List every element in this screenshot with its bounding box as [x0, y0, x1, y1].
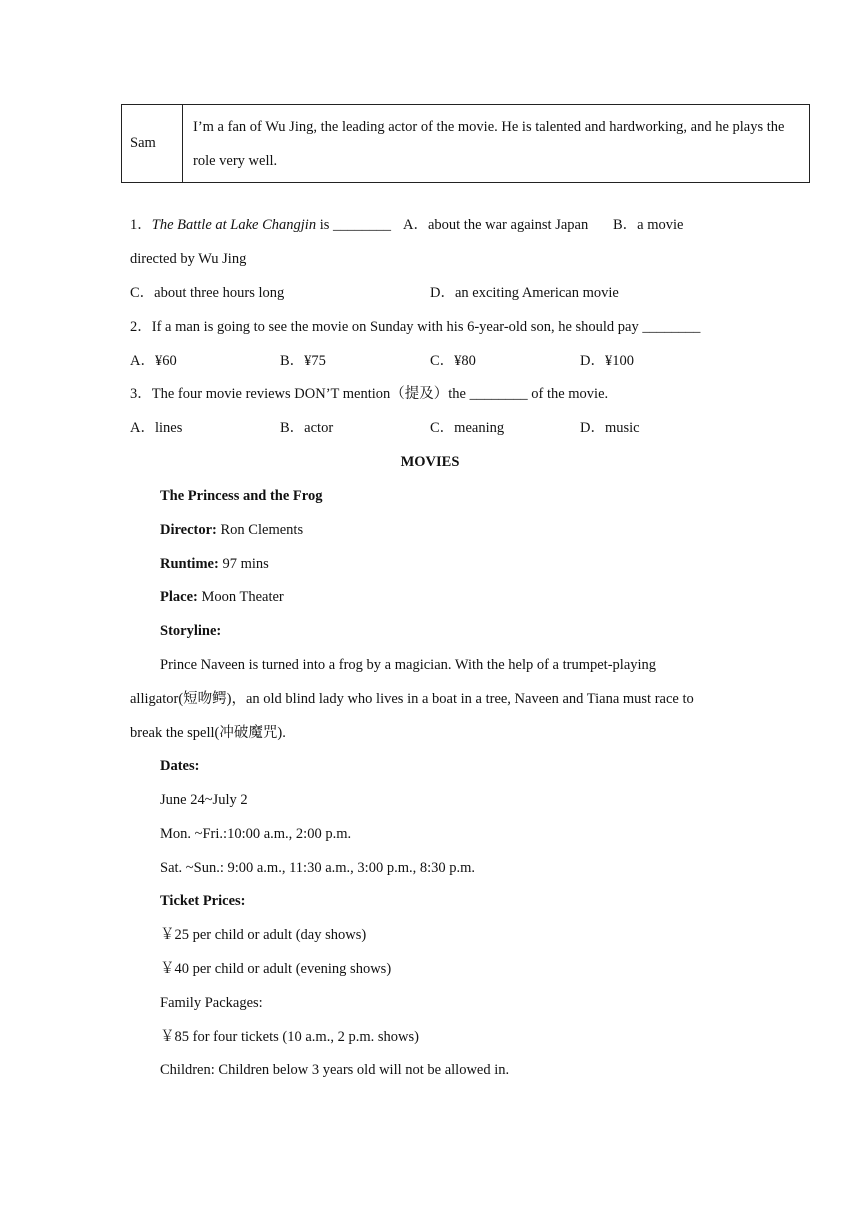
- movie-place: [160, 587, 284, 607]
- dates-label: [160, 756, 199, 776]
- movies-heading: MOVIES: [400, 454, 460, 470]
- price-evening-shows: ￥40 per child or adult (evening shows): [160, 961, 392, 977]
- place-value: Moon Theater: [197, 589, 284, 605]
- storyline-line-1: Prince Naveen is turned into a frog by a magician. With the help of a trumpet-playing: [160, 657, 657, 673]
- price-day-shows: ￥25 per child or adult (day shows): [160, 927, 367, 943]
- movie-title: [160, 486, 322, 506]
- date-range: June 24~July 2: [160, 792, 248, 808]
- storyline-line-2: alligator(短吻鳄)，an old blind lady who lives in a boat in a tree, Naveen and Tiana must race to: [130, 691, 694, 707]
- family-packages-label: Family Packages:: [160, 995, 263, 1011]
- review-text: I’m a fan of Wu Jing, the leading actor of the movie. He is talented and hardworking, and he plays the role very well.: [183, 105, 810, 183]
- review-row: [122, 105, 810, 183]
- ticket-prices-label: [160, 891, 246, 911]
- movie-director: [160, 520, 303, 540]
- review-table: [121, 104, 810, 183]
- movie-runtime: [160, 554, 269, 574]
- runtime-label: Runtime:: [160, 556, 219, 572]
- question-1-option-c: C．about three hours long: [130, 285, 285, 301]
- question-2-option-a: A．¥60: [130, 353, 177, 369]
- director-value: Ron Clements: [216, 522, 304, 538]
- question-1-movie-title: The Battle at Lake Changjin: [151, 217, 317, 233]
- question-3-option-a: A．lines: [130, 420, 183, 436]
- question-3-stem: 3．The four movie reviews DON’T mention（提及）the ________ of the movie.: [130, 386, 609, 402]
- storyline-label: [160, 621, 221, 641]
- movie-title-text: The Princess and the Frog: [160, 488, 323, 504]
- weekend-times: Sat. ~Sun.: 9:00 a.m., 11:30 a.m., 3:00 p.m., 8:30 p.m.: [160, 860, 476, 876]
- storyline-label-text: Storyline:: [160, 623, 222, 639]
- reviewer-name: Sam: [122, 105, 183, 183]
- question-1-stem: [130, 215, 391, 235]
- children-note: Children: Children below 3 years old will not be allowed in.: [160, 1062, 510, 1078]
- family-package-price: ￥85 for four tickets (10 a.m., 2 p.m. shows): [160, 1029, 419, 1045]
- question-1-number: 1．: [130, 217, 152, 233]
- question-1-option-d: D．an exciting American movie: [430, 285, 619, 301]
- director-label: Director:: [160, 522, 217, 538]
- storyline-line-3: break the spell(冲破魔咒).: [130, 725, 286, 741]
- weekday-times: Mon. ~Fri.:10:00 a.m., 2:00 p.m.: [160, 826, 352, 842]
- ticket-prices-label-text: Ticket Prices:: [160, 893, 246, 909]
- question-1-stem-rest: is ________: [316, 217, 391, 233]
- question-1-option-b-continued: directed by Wu Jing: [130, 251, 247, 267]
- place-label: Place:: [160, 589, 198, 605]
- question-3-option-d: D．music: [580, 420, 640, 436]
- question-2-stem: 2．If a man is going to see the movie on Sunday with his 6-year-old son, he should pay ________: [130, 319, 701, 335]
- question-3-option-c: C．meaning: [430, 420, 505, 436]
- question-1-option-a: A．about the war against Japan: [403, 217, 589, 233]
- question-3-option-b: B．actor: [280, 420, 334, 436]
- question-1-option-b: B．a movie: [613, 217, 684, 233]
- runtime-value: 97 mins: [218, 556, 269, 572]
- question-2-option-c: C．¥80: [430, 353, 476, 369]
- question-2-option-b: B．¥75: [280, 353, 326, 369]
- question-2-option-d: D．¥100: [580, 353, 634, 369]
- dates-label-text: Dates:: [160, 758, 200, 774]
